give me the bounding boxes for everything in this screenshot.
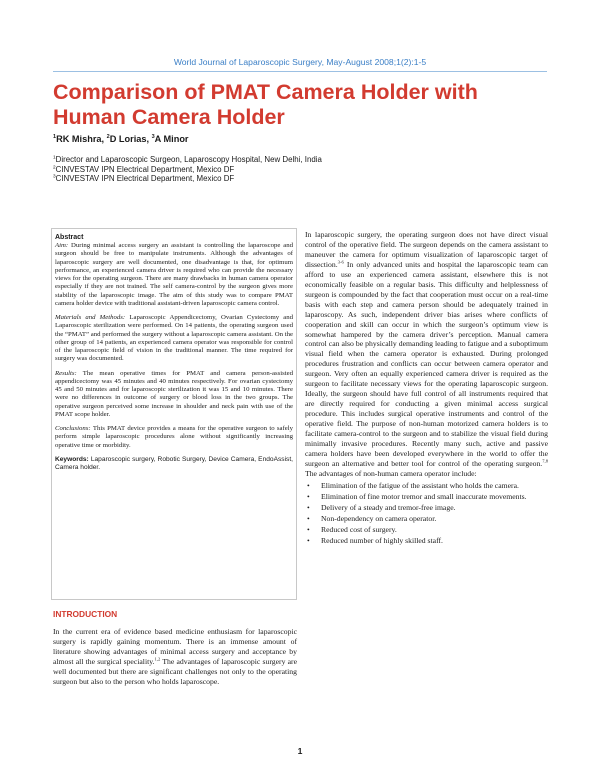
affiliation-1: $^1$Director and Laparoscopic Surgeon, Laparoscopy Hospital, New Delhi, India [53,155,322,164]
advantages-list [305,481,548,546]
list-item: • Delivery of a steady and tremor-free image. [305,503,548,513]
body-paragraph: In laparoscopic surgery, the operating surgeon does not have direct visual control of the operative field. The surgeon depends on the camera assistant to maneuver the camera for optimum visualization of laparoscopic target of dissection.$^{3-6}$ In only advanced units and hospital the laparoscopic team can afford to use an experienced camera assistant, elsewhere this is not economically feasible on a regular basis. This difficulty and helplessness of surgeon is compounded by the fact that cooperation must occur on a real-time basis with each step and camera person should be adequately trained in laparoscopy. As such, independent driver bias arises where conflicts of cooperation and skill can occur in which the surgeon’s optimum view is somewhat hampered by the camera driver’s perception. Manual camera control can also be physically demanding leading to fatigue and a suboptimum visual field when the camera operator is exhausted. During prolonged procedures frustration and conflicts can occur between camera operator and surgeon. Very often an equally experienced camera driver is required as the surgeon to facilitate necessary views for the operating laparoscopic surgeon. Ideally, the surgeon should have full control of all instruments required that are directly required for conducting a given minimal access surgical procedure. This includes surgical operative instruments and control of the operative field. The purpose of non-human motorized camera holders is to facilitate camera-control to the surgeon and to stabilize the visual field during minimally invasive procedures. Recently many such, active and passive camera holders have been developed everywhere in the world to offer the surgeon an alternative and better tool for control of the operating surgeon.$^{7,8}$ The advantages of non-human camera operator include: [305,230,548,478]
author-1: $^1$RK Mishra, [53,133,107,144]
introduction-paragraph: In the current era of evidence based medicine enthusiasm for laparoscopic surgery is rapidly gaining momentum. There is an immense amount of literature showing advantages of minimal access surgery and acceptance by almost all the surgical speciality.$^{1,2}$ The advantages of laparoscopic surgery are well documented but there are significant challenges not only to the operating surgeon but also to the person who holds laparoscope. [53,627,298,686]
abstract-keywords: Keywords: Laparoscopic surgery, Robotic Surgery, Device Camera, EndoAssist, Camera holder. [55,455,293,471]
citation-ref: 3-6 [337,259,344,265]
citation-ref: 1,2 [154,656,161,662]
affiliations [53,155,547,184]
header-rule [53,71,547,72]
abstract-heading: Abstract [55,234,84,241]
list-item: • Non-dependency on camera operator. [305,514,548,524]
introduction-heading: INTRODUCTION [53,609,118,619]
affiliation-3: $^3$CINVESTAV IPN Electrical Department, Mexico DF [53,174,235,184]
author-2: $^2$D Lorias, [106,133,152,144]
page-number: 1 [297,746,303,756]
abstract-methods: Materials and Methods: Laparoscopic Appendicectomy, Ovarian Cystectomy and Laparoscopic sterilization were performed. On 14 patients, the operating surgeon used the “PMAT” and performed the surgery without a laparoscopic camera assistant. On the other group of 14 patients, an experienced camera operator was responsible for control of the laparoscopic field of vision in the traditional manner. The time required for surgery was documented. [55,314,293,363]
running-head: World Journal of Laparoscopic Surgery, May-August 2008;1(2):1-5 [173,57,427,67]
affiliation-2: $^2$CINVESTAV IPN Electrical Department, Mexico DF [53,164,235,174]
article-title: Comparison of PMAT Camera Holder with Human Camera Holder [53,80,478,129]
abstract-box [51,228,297,600]
list-item: • Reduced cost of surgery. [305,525,548,535]
abstract-aim: Aim: During minimal access surgery an assistant is controlling the laparoscope and surgeon should be free to manipulate instruments. Although the advantages of laparoscopic surgery are well documented, one disadvantage is that, for optimum performance, an experienced camera driver is required who can provide the necessary views for the operating surgeon. There are many drawbacks in human camera operator especially if they are not trained. The self camera-control by the surgeon gives more stability of the laparoscopic image. The aim of this study was to compare PMAT camera holder device with traditional assistant-driven laparoscopic camera control. [55,242,293,307]
right-column [305,230,548,547]
author-3: $^3$A Minor [151,133,189,144]
list-item: • Elimination of fine motor tremor and small inaccurate movements. [305,492,548,502]
author-list [53,134,189,144]
abstract-conclusions: Conclusions: This PMAT device provides a means for the operative surgeon to safely perform simple laparoscopic procedures alone without significantly increasing operative time or morbidity. [55,425,293,449]
list-item: • Reduced number of highly skilled staff. [305,536,548,546]
list-item: • Elimination of the fatigue of the assistant who holds the camera. [305,481,548,491]
citation-ref: 7,8 [542,458,548,464]
abstract-results: Results: The mean operative times for PMAT and camera person-assisted appendicectomy was 45 minutes and 40 minutes respectively. For ovarian cystectomy 45 and 50 minutes and for laparoscopic sterilization it was 15 and 10 minutes. There were no differences in outcome of surgery or blood loss in the two groups. The operative surgeon perceived some increase in shoulder and neck pain with use of the PMAT scope holder. [55,369,293,418]
